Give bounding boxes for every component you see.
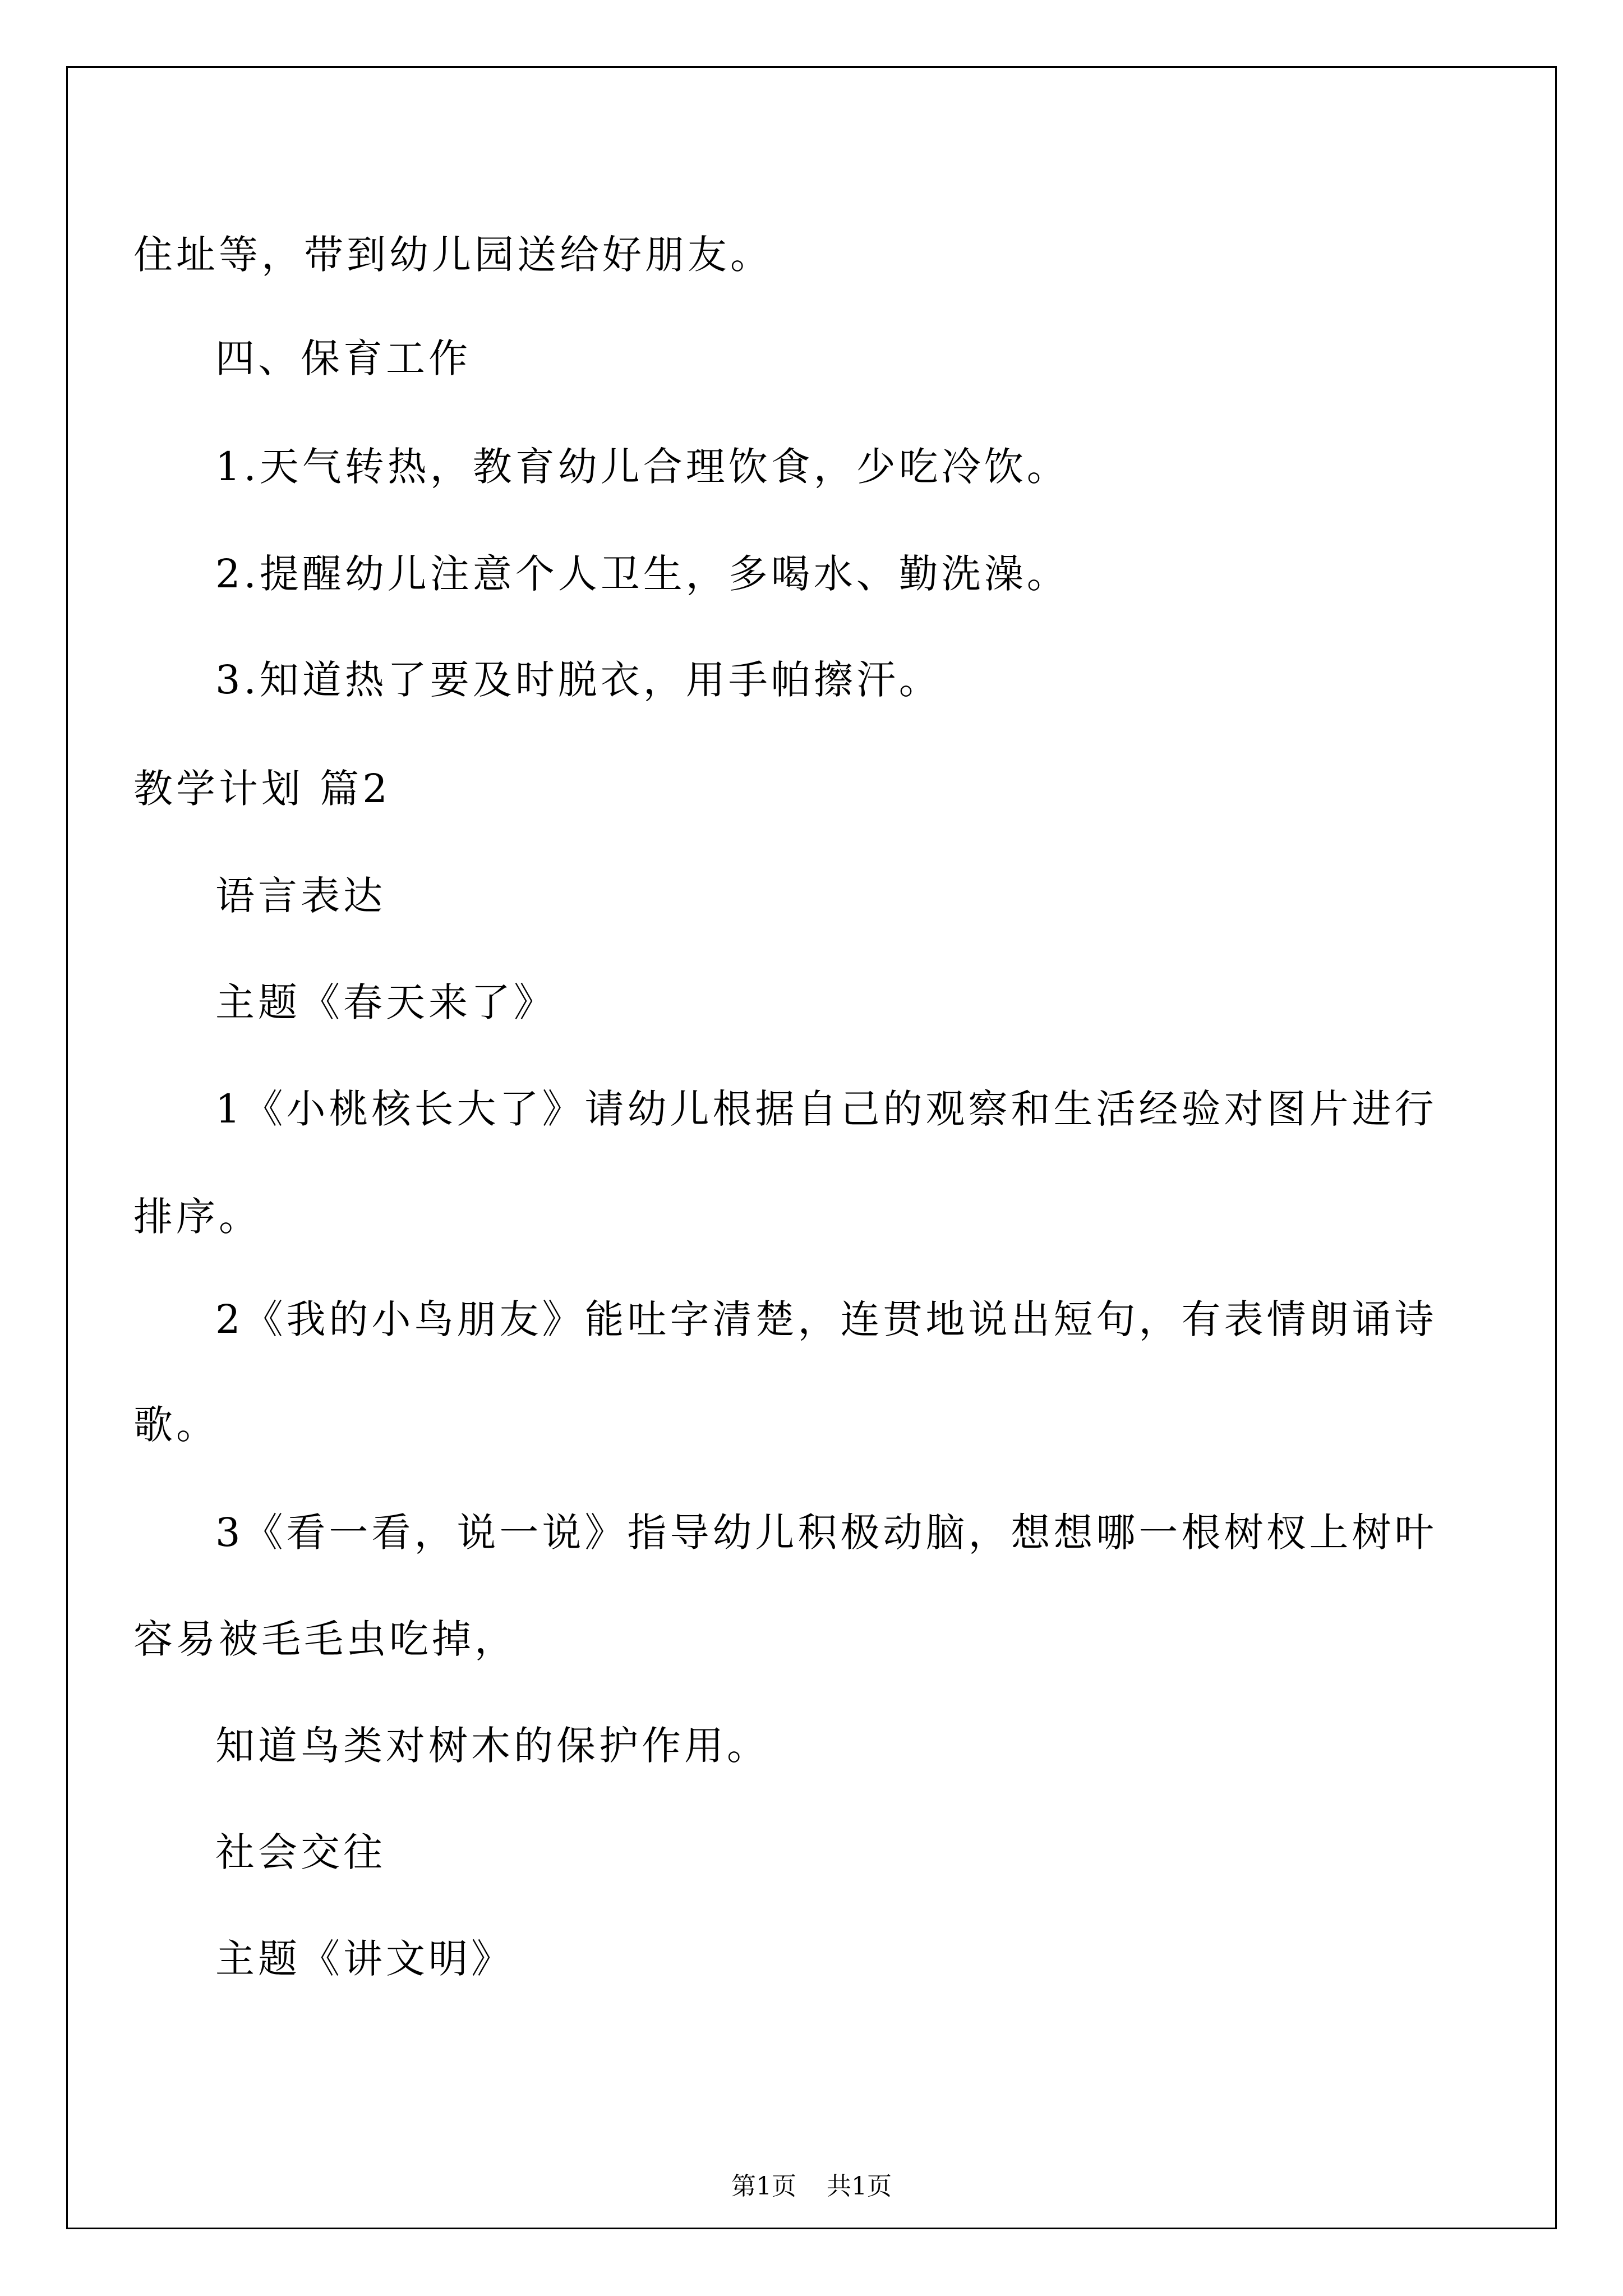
paragraph-line: 知道鸟类对树木的保护作用。 <box>215 1723 769 1769</box>
paragraph-line: 住址等，带到幼儿园送给好朋友。 <box>133 232 773 278</box>
page-number-current: 第1页 <box>731 2172 796 2201</box>
paragraph-line: 歌。 <box>133 1402 219 1448</box>
topic-heading: 主题《春天来了》 <box>215 979 556 1025</box>
topic-heading: 主题《讲文明》 <box>215 1936 514 1982</box>
paragraph-line: 3《看一看，说一说》指导幼儿积极动脑，想想哪一根树杈上树叶 <box>215 1510 1437 1556</box>
paragraph-line: 排序。 <box>133 1194 261 1240</box>
section-heading: 四、保育工作 <box>215 335 471 381</box>
paragraph-line: 2《我的小鸟朋友》能吐字清楚，连贯地说出短句，有表情朗诵诗 <box>215 1296 1437 1342</box>
paragraph-line: 1《小桃核长大了》请幼儿根据自己的观察和生活经验对图片进行 <box>215 1086 1437 1132</box>
page-number-total: 共1页 <box>827 2172 892 2201</box>
list-item: 3.知道热了要及时脱衣，用手帕擦汗。 <box>215 657 942 703</box>
section-heading: 语言表达 <box>215 873 386 919</box>
list-item: 1.天气转热，教育幼儿合理饮食，少吃冷饮。 <box>215 444 1069 490</box>
section-heading: 社会交往 <box>215 1829 386 1875</box>
paragraph-line: 容易被毛毛虫吃掉， <box>133 1616 517 1662</box>
article-title: 教学计划 篇2 <box>133 766 391 812</box>
list-item: 2.提醒幼儿注意个人卫生，多喝水、勤洗澡。 <box>215 551 1069 597</box>
page-footer <box>0 2171 1623 2202</box>
